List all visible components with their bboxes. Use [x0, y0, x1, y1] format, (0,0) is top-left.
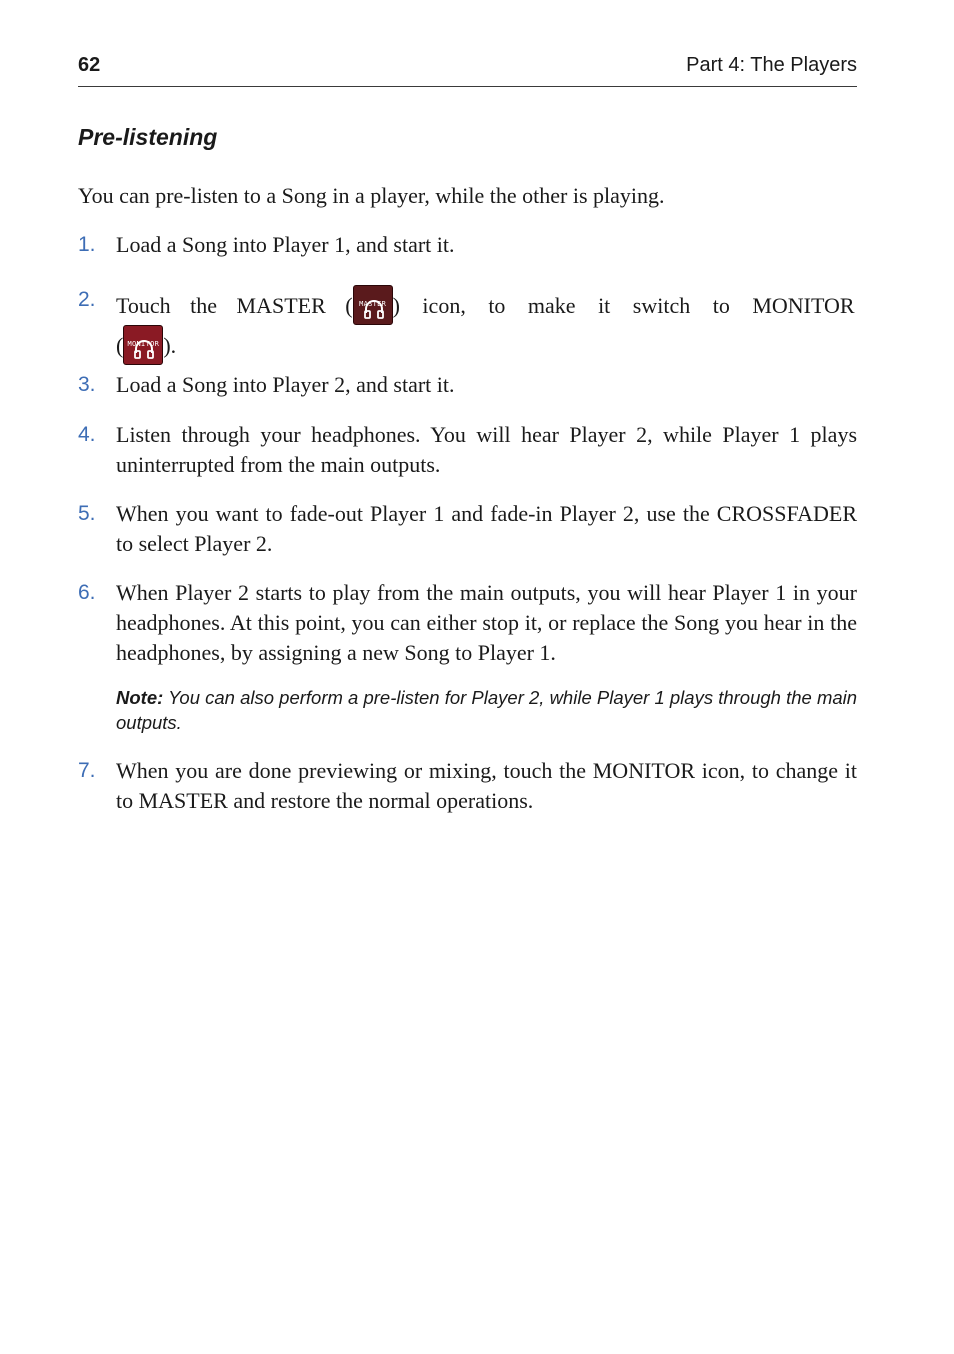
step-2	[78, 285, 857, 365]
step-text: Load a Song into Player 1, and start it.	[116, 232, 455, 257]
step-text: When you want to fade-out Player 1 and fade-in Player 2, use the CROSSFADER to select Player 2.	[116, 501, 857, 556]
page-header	[78, 52, 857, 87]
intro-paragraph: You can pre-listen to a Song in a player, while the other is playing.	[78, 183, 665, 208]
master-headphones-icon	[353, 285, 393, 325]
step-text: Load a Song into Player 2, and start it.	[116, 372, 455, 397]
step-text-after: ).	[163, 333, 177, 358]
step-text: Listen through your headphones. You will hear Player 2, while Player 1 plays uninterrupted from the main outputs.	[116, 422, 857, 477]
step-number: 6.	[78, 581, 96, 604]
section-title: Pre-listening	[78, 124, 218, 150]
step-text	[116, 285, 857, 365]
note	[116, 685, 858, 735]
step-1	[78, 230, 857, 260]
step-number: 2.	[78, 288, 96, 311]
note-text: You can also perform a pre-listen for Player 2, while Player 1 plays through the main outputs.	[116, 687, 858, 733]
monitor-headphones-icon	[123, 325, 163, 365]
master-icon-label: MASTER	[359, 300, 387, 308]
page-number: 62	[78, 54, 101, 76]
step-text: When Player 2 starts to play from the main outputs, you will hear Player 1 in your headphones. At this point, you can either stop it, or replace the Song you hear in the headphones, by assigning a new Song to Player 1.	[116, 580, 857, 665]
step-4	[78, 420, 857, 480]
step-3	[78, 370, 857, 400]
chapter-title: Part 4: The Players	[686, 54, 857, 76]
step-number: 7.	[78, 759, 96, 782]
step-text: When you are done previewing or mixing, touch the MONITOR icon, to change it to MASTER and restore the normal operations.	[116, 758, 857, 813]
step-6	[78, 578, 857, 668]
step-5	[78, 499, 857, 559]
step-number: 1.	[78, 233, 96, 256]
step-7	[78, 756, 857, 816]
step-number: 3.	[78, 373, 96, 396]
step-text-middle: ) icon, to make it switch to MONITOR (	[116, 293, 855, 358]
step-number: 5.	[78, 502, 96, 525]
step-text-before: Touch the MASTER (	[116, 293, 353, 318]
step-number: 4.	[78, 423, 96, 446]
note-label: Note:	[116, 687, 164, 708]
monitor-icon-label: MONITOR	[127, 340, 160, 348]
